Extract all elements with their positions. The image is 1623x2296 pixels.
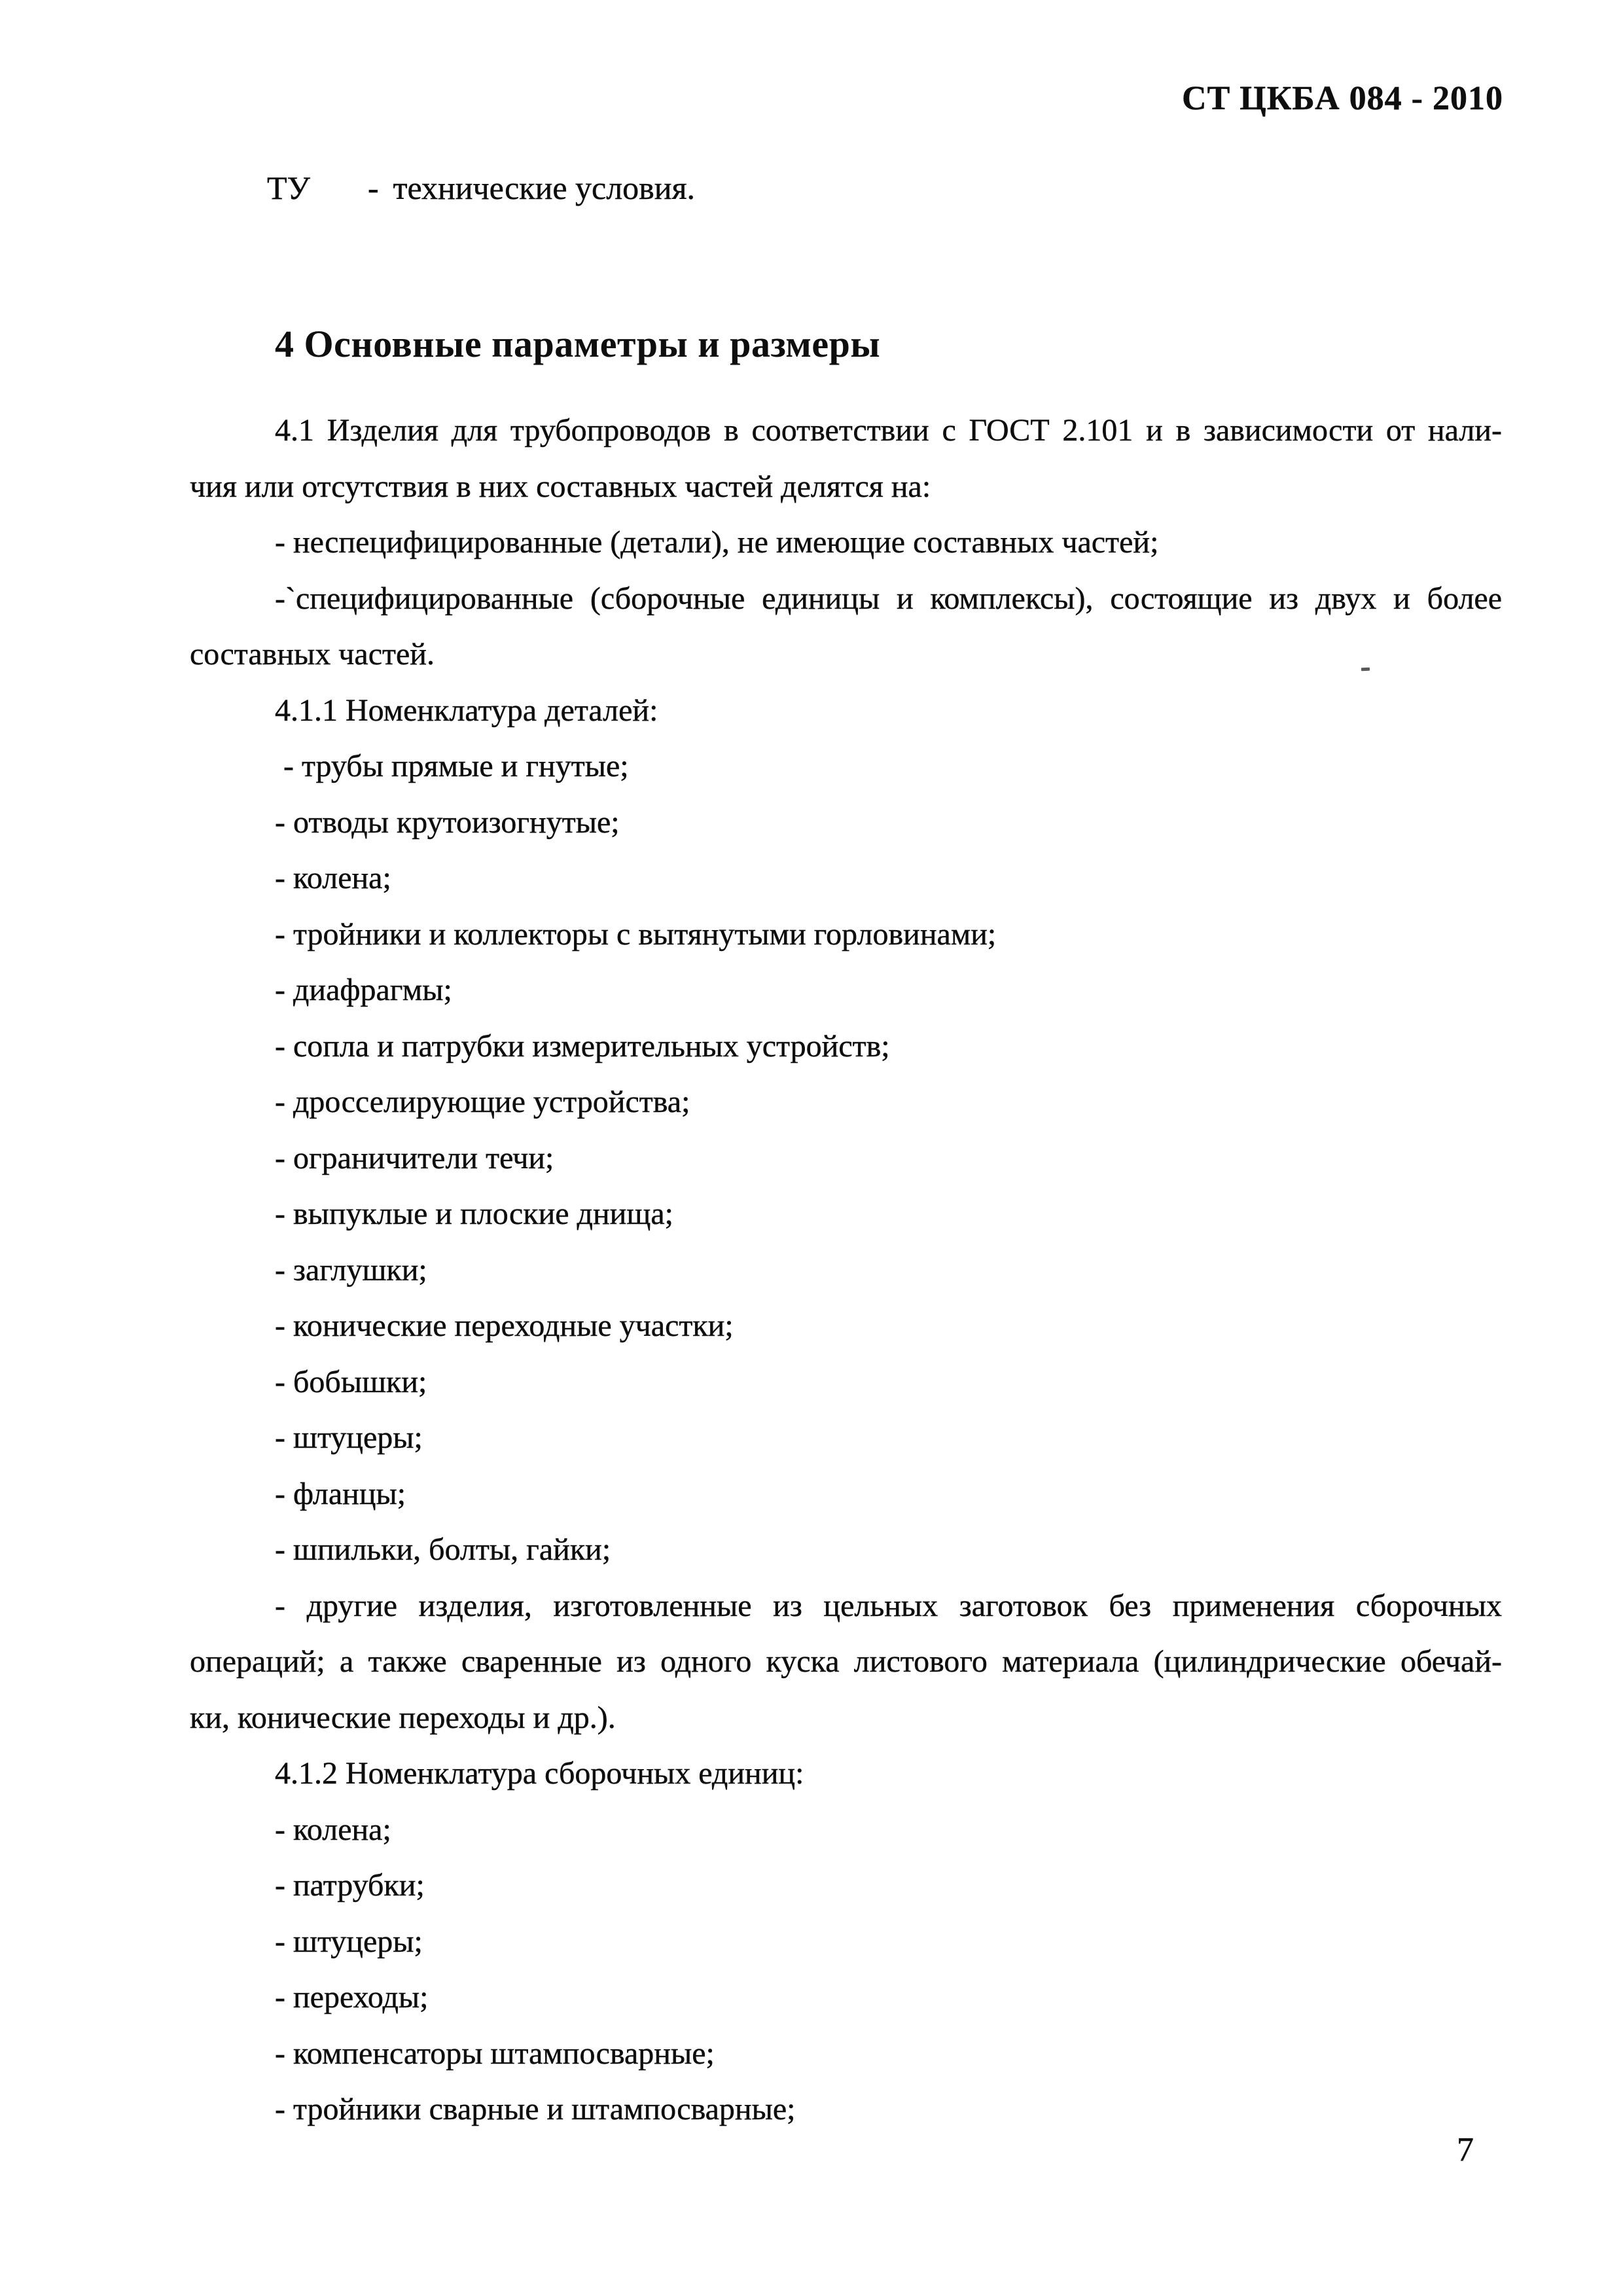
list-item-nozzles: - сопла и патрубки измерительных устройств; xyxy=(275,1028,890,1064)
para-4-1-2-heading: 4.1.2 Номенклатура сборочных единиц: xyxy=(275,1756,804,1791)
list-item-plugs: - заглушки; xyxy=(275,1252,427,1287)
list-item-studs-bolts-nuts: - шпильки, болты, гайки; xyxy=(275,1532,611,1567)
list-item-other-line-3: ки, конические переходы и др.). xyxy=(190,1700,616,1735)
list-item-specified-line-1: -`специфицированные (сборочные единицы и комплексы), состоящие из двух и более xyxy=(275,581,1502,616)
para-4-1-1-heading: 4.1.1 Номенклатура деталей: xyxy=(275,692,658,728)
list-item-conical-sections: - конические переходные участки; xyxy=(275,1308,734,1343)
abbreviation-term: ТУ xyxy=(267,170,310,206)
para-4-1-line-1: 4.1 Изделия для трубопроводов в соответствии с ГОСТ 2.101 и в зависимости от нали- xyxy=(275,413,1502,448)
list-item-elbows-2: - колена; xyxy=(275,1812,391,1847)
list-item-compensators: - компенсаторы штампосварные; xyxy=(275,2036,715,2071)
list-item-branch-pipes: - патрубки; xyxy=(275,1868,425,1903)
para-4-1-line-2: чия или отсутствия в них составных частей делятся на: xyxy=(190,469,931,504)
list-item-flanges: - фланцы; xyxy=(275,1476,406,1511)
list-item-unspecified: - неспецифицированные (детали), не имеющие составных частей; xyxy=(275,525,1159,560)
list-item-bends: - отводы крутоизогнутые; xyxy=(275,804,620,840)
list-item-elbows: - колена; xyxy=(275,861,391,895)
list-item-bosses: - бобышки; xyxy=(275,1364,427,1399)
list-item-transitions: - переходы; xyxy=(275,1980,429,2015)
abbreviation-line xyxy=(267,169,695,207)
list-item-fittings: - штуцеры; xyxy=(275,1420,423,1455)
list-item-leak-limiters: - ограничители течи; xyxy=(275,1140,554,1175)
list-item-throttling: - дросселирующие устройства; xyxy=(275,1085,690,1119)
list-item-bottoms: - выпуклые и плоские днища; xyxy=(275,1196,673,1231)
document-code-header: СТ ЦКБА 084 - 2010 xyxy=(1182,80,1503,117)
abbreviation-definition: технические условия. xyxy=(393,170,696,206)
list-item-pipes: - трубы прямые и гнутые; xyxy=(283,749,629,783)
list-item-welded-tees: - тройники сварные и штампосварные; xyxy=(275,2092,796,2126)
list-item-tees-collectors: - тройники и коллекторы с вытянутыми горловинами; xyxy=(275,916,997,952)
page-number: 7 xyxy=(1457,2131,1474,2168)
list-item-other-line-1: - другие изделия, изготовленные из цельных заготовок без применения сборочных xyxy=(275,1588,1502,1623)
list-item-diaphragms: - диафрагмы; xyxy=(275,973,452,1007)
list-item-specified-line-2: составных частей. xyxy=(190,637,435,672)
abbreviation-dash: - xyxy=(367,170,379,206)
list-item-fittings-2: - штуцеры; xyxy=(275,1924,423,1959)
scan-artifact-dash xyxy=(1361,668,1370,672)
body-text-block xyxy=(190,403,1502,2138)
list-item-other-line-2: операций; а также сваренные из одного куска листового материала (цилиндрические обечай- xyxy=(190,1644,1502,1679)
section-heading: 4 Основные параметры и размеры xyxy=(275,323,881,365)
